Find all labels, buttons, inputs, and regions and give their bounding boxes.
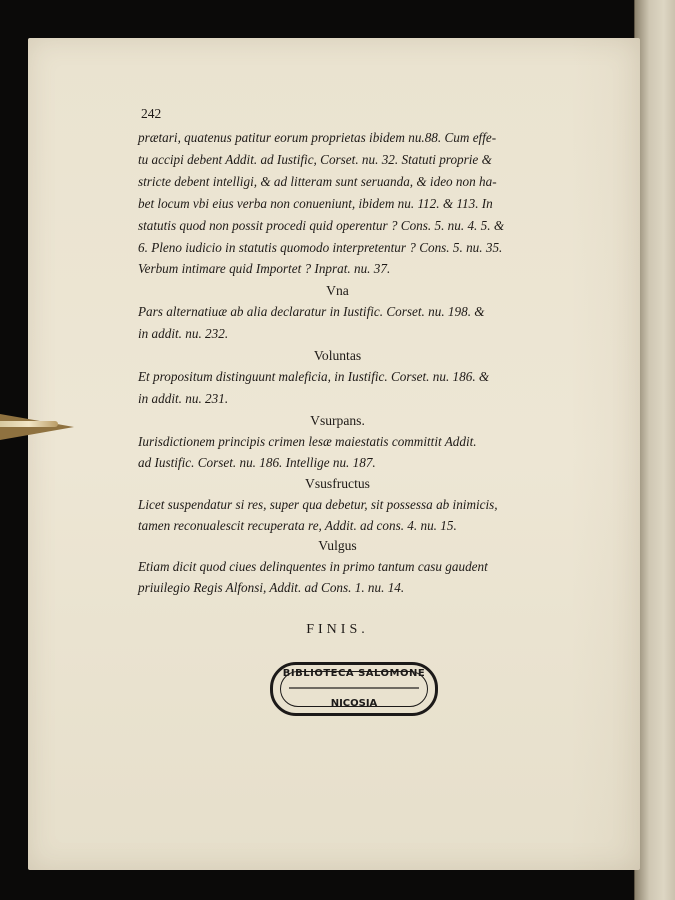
section-heading-vsurpans: Vsurpans. xyxy=(310,413,365,428)
library-stamp xyxy=(270,662,438,716)
next-page-edge xyxy=(634,0,675,900)
section-heading-vulgus: Vulgus xyxy=(318,538,357,553)
section-line: in addit. nu. 231. xyxy=(138,391,229,406)
text-line: bet locum vbi eius verba non conueniunt, ibidem nu. 112. & 113. In xyxy=(138,196,493,211)
section-line: Pars alternatiuæ ab alia declaratur in Iustific. Corset. nu. 198. & xyxy=(138,304,485,319)
show-through-shadow xyxy=(570,38,640,870)
section-heading-vna: Vna xyxy=(326,283,349,298)
section-line: Etiam dicit quod ciues delinquentes in primo tantum casu gaudent xyxy=(138,559,488,574)
section-line: priuilegio Regis Alfonsi, Addit. ad Cons. 1. nu. 14. xyxy=(138,580,405,595)
section-line: Et propositum distinguunt maleficia, in Iustific. Corset. nu. 186. & xyxy=(138,369,490,384)
stamp-bottom-text: NICOSIA xyxy=(330,698,378,709)
section-line: in addit. nu. 232. xyxy=(138,326,229,341)
text-line: stricte debent intelligi, & ad litteram sunt seruanda, & ideo non ha- xyxy=(138,174,497,189)
finis-label: FINIS. xyxy=(306,622,369,637)
text-line: statutis quod non possit procedi quid operentur ? Cons. 5. nu. 4. 5. & xyxy=(138,218,505,233)
section-heading-vsusfructus: Vsusfructus xyxy=(305,476,370,491)
text-line: 6. Pleno iudicio in statutis quomodo interpretentur ? Cons. 5. nu. 35. xyxy=(138,240,503,255)
section-line: Licet suspendatur si res, super qua debetur, sit possessa ab inimicis, xyxy=(138,497,498,512)
section-line: ad Iustific. Corset. nu. 186. Intellige nu. 187. xyxy=(138,455,376,470)
text-line: tu accipi debent Addit. ad Iustific, Corset. nu. 32. Statuti proprie & xyxy=(138,152,492,167)
page-number: 242 xyxy=(141,106,162,121)
section-line: Iurisdictionem principis crimen lesæ maiestatis committit Addit. xyxy=(138,434,477,449)
text-line: Verbum intimare quid Importet ? Inprat. nu. 37. xyxy=(138,261,391,276)
section-heading-voluntas: Voluntas xyxy=(313,348,362,363)
section-line: tamen reconualescit recuperata re, Addit. ad cons. 4. nu. 15. xyxy=(138,518,457,533)
text-line: prætari, quatenus patitur eorum proprietas ibidem nu.88. Cum effe- xyxy=(138,130,497,145)
stamp-top-text: BIBLIOTECA SALOMONE xyxy=(282,668,426,679)
stamp-divider xyxy=(289,687,419,689)
